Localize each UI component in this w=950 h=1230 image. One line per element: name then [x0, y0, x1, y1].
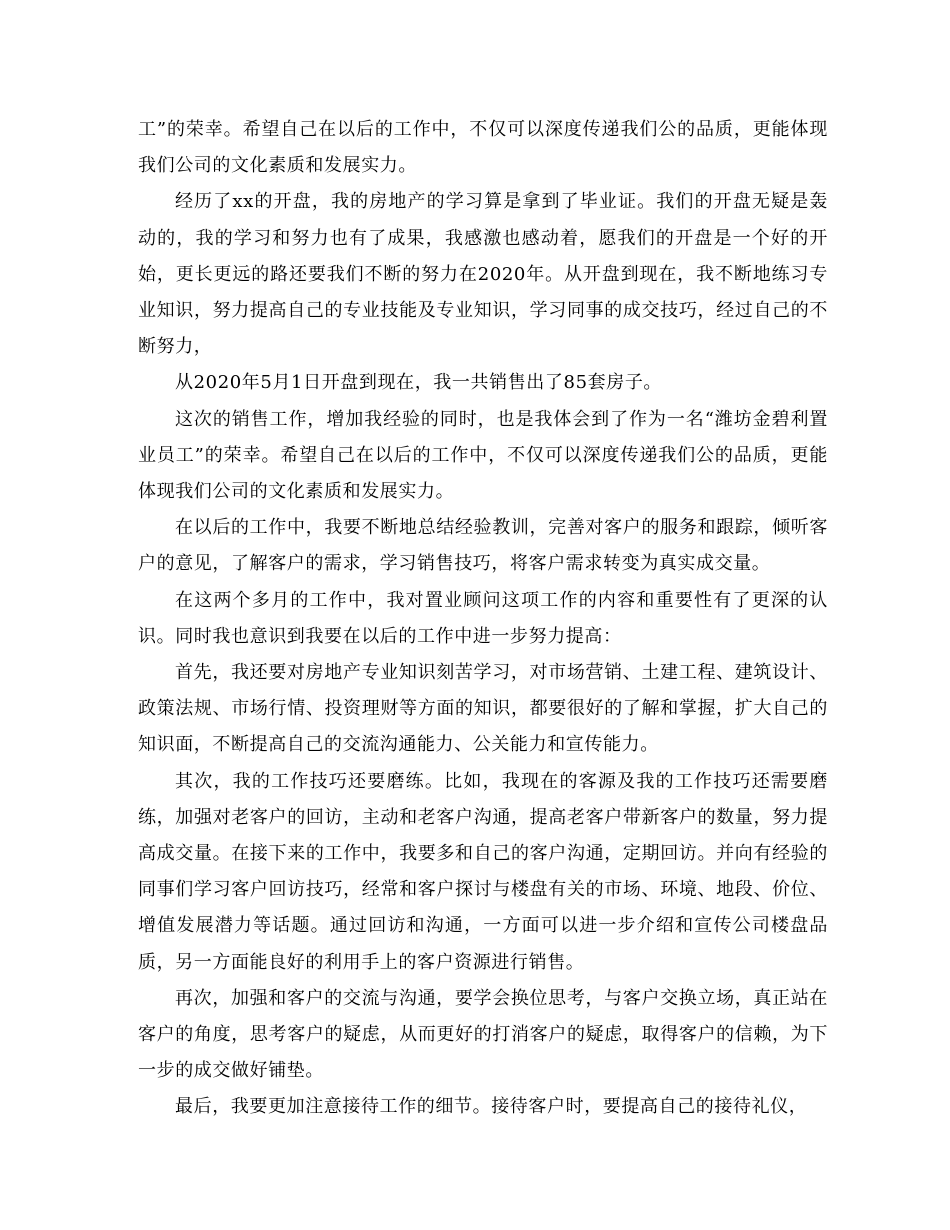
paragraph-5: 在以后的工作中，我要不断地总结经验教训，完善对客户的服务和跟踪，倾听客户的意见，了解客户的需求，学习销售技巧，将客户需求转变为真实成交量。: [138, 517, 828, 575]
paragraph-4: 这次的销售工作，增加我经验的同时，也是我体会到了作为一名“潍坊金碧利置业员工”的荣幸。希望自己在以后的工作中，不仅可以深度传递我们公的品质，更能体现我们公司的文化素质和发展实力。: [138, 408, 828, 503]
paragraph-6: 在这两个多月的工作中，我对置业顾问这项工作的内容和重要性有了更深的认识。同时我也意识到我要在以后的工作中进一步努力提高：: [138, 589, 828, 647]
paragraph-9: 再次，加强和客户的交流与沟通，要学会换位思考，与客户交换立场，真正站在客户的角度，思考客户的疑虑，从而更好的打消客户的疑虑，取得客户的信赖，为下一步的成交做好铺垫。: [138, 987, 828, 1082]
paragraph-8: 其次，我的工作技巧还要磨练。比如，我现在的客源及我的工作技巧还需要磨练，加强对老客户的回访，主动和老客户沟通，提高老客户带新客户的数量，努力提高成交量。在接下来的工作中，我要多和自己的客户沟通，定期回访。并向有经验的同事们学习客户回访技巧，经常和客户探讨与楼盘有关的市场、环境、地段、价位、增值发展潜力等话题。通过回访和沟通，一方面可以进一步介绍和宣传公司楼盘品质，另一方面能良好的利用手上的客户资源进行销售。: [138, 770, 828, 973]
paragraph-7: 首先，我还要对房地产专业知识刻苦学习，对市场营销、土建工程、建筑设计、政策法规、市场行情、投资理财等方面的知识，都要很好的了解和掌握，扩大自己的知识面，不断提高自己的交流沟通能力、公关能力和宣传能力。: [138, 662, 828, 756]
paragraph-3: 从2020年5月1日开盘到现在，我一共销售出了85套房子。: [175, 372, 663, 394]
paragraph-10: 最后，我要更加注意接待工作的细节。接待客户时，要提高自己的接待礼仪，: [175, 1096, 808, 1118]
document-body: [138, 112, 828, 1126]
paragraph-1: 工”的荣幸。希望自己在以后的工作中，不仅可以深度传递我们公的品质，更能体现我们公司的文化素质和发展实力。: [138, 119, 828, 177]
paragraph-2: 经历了xx的开盘，我的房地产的学习算是拿到了毕业证。我们的开盘无疑是轰动的，我的学习和努力也有了成果，我感激也感动着，愿我们的开盘是一个好的开始，更长更远的路还要我们不断的努力在2020年。从开盘到现在，我不断地练习专业知识，努力提高自己的专业技能及专业知识，学习同事的成交技巧，经过自己的不断努力，: [138, 191, 828, 358]
